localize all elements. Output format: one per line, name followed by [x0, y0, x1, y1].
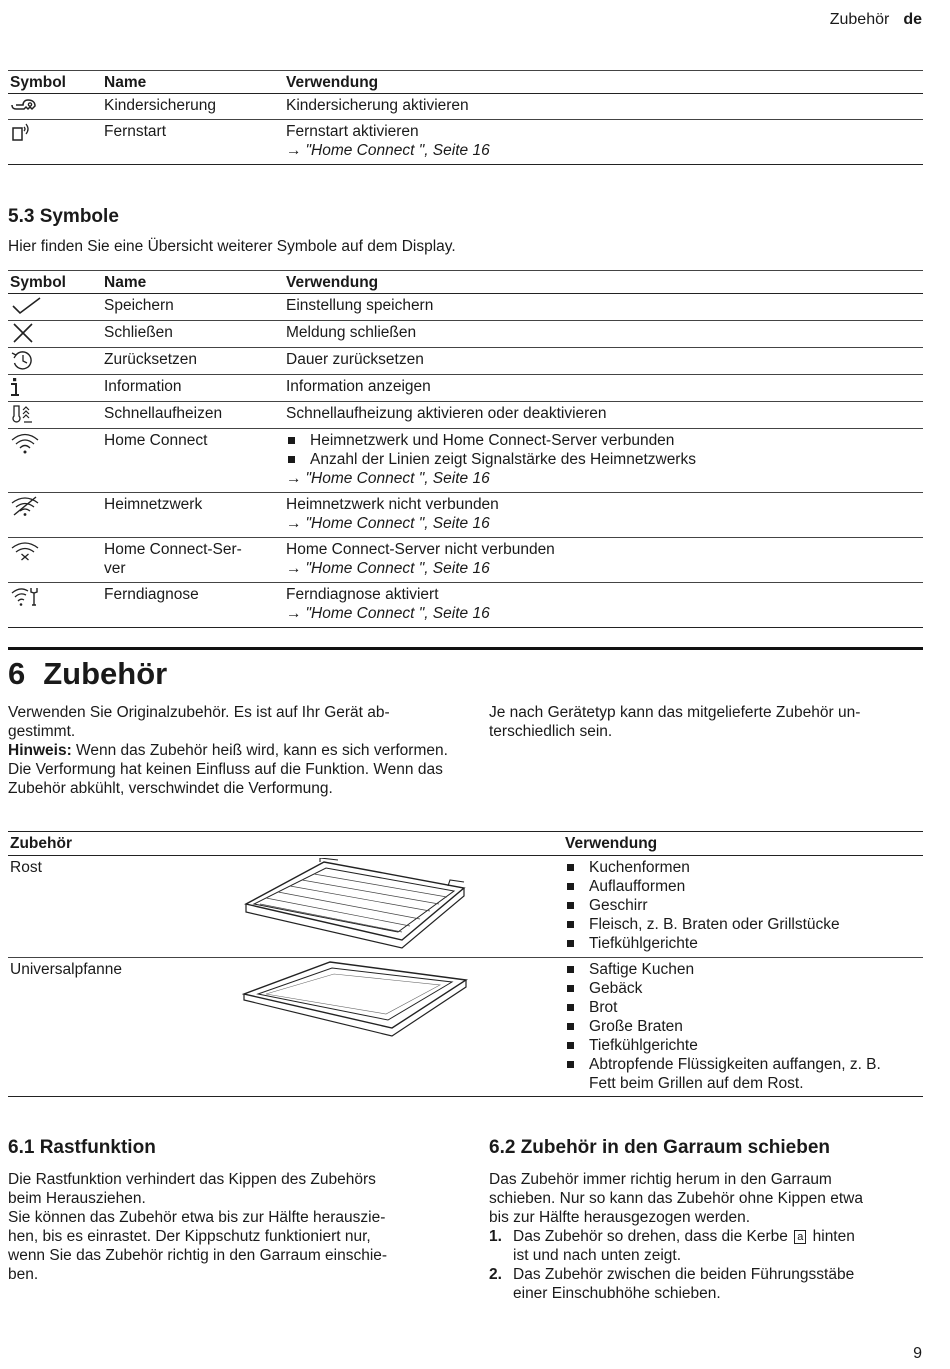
step-text: hinten ist und nach unten zeigt.: [513, 1228, 855, 1264]
wire-rack-image: [232, 856, 563, 958]
accessories-table: [8, 831, 923, 1097]
col-header-accessory: Zubehör: [8, 832, 232, 856]
section-6-2-body: [489, 1170, 921, 1303]
list-item: Geschirr: [565, 896, 921, 915]
page-reference-link[interactable]: [286, 469, 921, 488]
note-paragraph: [8, 741, 448, 798]
notch-marker: a: [794, 1230, 806, 1244]
close-x-icon: [10, 323, 98, 343]
step-text: Das Zubehör so drehen, dass die Kerbe: [513, 1228, 788, 1245]
row-name: Heimnetzwerk: [100, 493, 284, 538]
steps-list: [489, 1227, 921, 1303]
list-item: [489, 1227, 921, 1265]
child-lock-key-icon: [10, 96, 98, 114]
paragraph: Das Zubehör immer richtig herum in den Garraum schieben. Nur so kann das Zubehör ohne Kippen etwa bis zur Hälfte herausgezogen werden.: [489, 1171, 863, 1226]
table-row: [8, 120, 923, 165]
section-heading-6-1: 6.1 Rastfunktion: [8, 1137, 156, 1158]
table-row: [8, 94, 923, 120]
info-icon: [10, 377, 98, 397]
chapter-left-column: [8, 703, 448, 798]
col-header-name: Name: [100, 71, 284, 94]
usage-list: [565, 858, 921, 953]
reference-text: "Home Connect ", Seite 16: [305, 605, 490, 622]
wifi-wrench-icon: [10, 585, 98, 607]
universal-pan-icon: [242, 960, 482, 1040]
arrow-right-icon: →: [286, 560, 302, 577]
table-row: [8, 321, 923, 348]
row-name: Ferndiagnose: [100, 583, 284, 628]
table-row: [8, 856, 923, 958]
list-item: Tiefkühlgerichte: [565, 1036, 921, 1055]
universal-pan-image: [232, 958, 563, 1097]
table-row: [8, 402, 923, 429]
arrow-right-icon: →: [286, 515, 302, 532]
wifi-crossed-icon: [10, 495, 98, 517]
page-reference-link[interactable]: [286, 141, 921, 160]
intro-paragraph: Verwenden Sie Originalzubehör. Es ist auf Ihr Gerät ab- gestimmt.: [8, 704, 390, 740]
note-label: Hinweis:: [8, 742, 72, 759]
remote-start-icon: [10, 122, 98, 142]
row-name: Home Connect: [100, 429, 284, 493]
wire-rack-icon: [242, 858, 482, 950]
list-item: Gebäck: [565, 979, 921, 998]
row-usage: Kindersicherung aktivieren: [284, 94, 923, 120]
bullet-list: [286, 431, 921, 469]
list-item: Große Braten: [565, 1017, 921, 1036]
reference-text: "Home Connect ", Seite 16: [305, 515, 490, 532]
row-usage: Meldung schließen: [284, 321, 923, 348]
page-reference-link[interactable]: [286, 514, 921, 533]
symbol-table-top: [8, 70, 923, 165]
header-section-title: Zubehör: [829, 11, 890, 28]
col-header-usage: Verwendung: [284, 271, 923, 294]
table-row: [8, 538, 923, 583]
row-usage: Home Connect-Server nicht verbunden: [286, 541, 555, 558]
chapter-number: 6: [8, 656, 26, 691]
accessory-name: Rost: [8, 856, 232, 958]
row-usage: Dauer zurücksetzen: [284, 348, 923, 375]
running-header: [830, 10, 922, 29]
table-row: [8, 583, 923, 628]
section-6-1-body: [8, 1170, 448, 1284]
list-item: Heimnetzwerk und Home Connect-Server verbunden: [286, 431, 921, 450]
list-item: Kuchenformen: [565, 858, 921, 877]
step-number: 1.: [489, 1228, 502, 1245]
list-item: Abtropfende Flüssigkeiten auffangen, z. B. Fett beim Grillen auf dem Rost.: [565, 1055, 921, 1093]
col-header-symbol: Symbol: [8, 271, 100, 294]
reset-timer-icon: [10, 350, 98, 370]
row-name: Kindersicherung: [100, 94, 284, 120]
row-usage: Fernstart aktivieren: [286, 123, 419, 140]
section-intro: Hier finden Sie eine Übersicht weiterer Symbole auf dem Display.: [8, 238, 456, 255]
list-item: Saftige Kuchen: [565, 960, 921, 979]
table-row: [8, 429, 923, 493]
list-item: [489, 1265, 921, 1303]
col-header-symbol: Symbol: [8, 71, 100, 94]
row-usage: Information anzeigen: [284, 375, 923, 402]
chapter-title: [8, 656, 167, 692]
paragraph: Sie können das Zubehör etwa bis zur Hälfte herauszie- hen, bis es einrastet. Der Kippschutz funktioniert nur, wenn Sie das Zubehör richtig in den Garraum einschie- ben.: [8, 1209, 388, 1283]
paragraph: Die Rastfunktion verhindert das Kippen des Zubehörs beim Herausziehen.: [8, 1171, 376, 1207]
row-name: Speichern: [100, 294, 284, 321]
row-name: Schnellaufheizen: [100, 402, 284, 429]
list-item: Anzahl der Linien zeigt Signalstärke des Heimnetzwerks: [286, 450, 921, 469]
arrow-right-icon: →: [286, 605, 302, 622]
list-item: Auflaufformen: [565, 877, 921, 896]
note-text: Wenn das Zubehör heiß wird, kann es sich verformen. Die Verformung hat keinen Einfluss auf die Funktion. Wenn das Zubehör abkühlt, verschwindet die Verformung.: [8, 742, 448, 797]
row-name: Schließen: [100, 321, 284, 348]
col-header-usage: Verwendung: [563, 832, 923, 856]
section-heading-6-2: 6.2 Zubehör in den Garraum schieben: [489, 1137, 831, 1158]
row-usage: Schnellaufheizung aktivieren oder deaktivieren: [284, 402, 923, 429]
col-header-usage: Verwendung: [284, 71, 923, 94]
accessory-name: Universalpfanne: [8, 958, 232, 1097]
table-row: [8, 294, 923, 321]
table-row: [8, 348, 923, 375]
rapid-heat-thermometer-icon: [10, 404, 98, 424]
row-name: Home Connect-Ser- ver: [100, 538, 284, 583]
col-header-name: Name: [100, 271, 284, 294]
chapter-title-text: Zubehör: [43, 656, 168, 691]
checkmark-icon: [10, 296, 98, 316]
row-name: Information: [100, 375, 284, 402]
wifi-server-x-icon: [10, 540, 98, 562]
list-item: Tiefkühlgerichte: [565, 934, 921, 953]
table-row: [8, 493, 923, 538]
page-reference-link[interactable]: [286, 559, 921, 578]
step-number: 2.: [489, 1266, 502, 1283]
reference-text: "Home Connect ", Seite 16: [305, 142, 490, 159]
reference-text: "Home Connect ", Seite 16: [305, 470, 490, 487]
arrow-right-icon: →: [286, 470, 302, 487]
usage-list: [565, 960, 921, 1093]
row-name: Fernstart: [100, 120, 284, 165]
wifi-icon: [10, 431, 98, 455]
chapter-rule: [8, 647, 923, 650]
symbol-table: [8, 270, 923, 628]
table-row: [8, 375, 923, 402]
page-number: 9: [913, 1345, 922, 1362]
reference-text: "Home Connect ", Seite 16: [305, 560, 490, 577]
chapter-right-paragraph: Je nach Gerätetyp kann das mitgelieferte Zubehör un- terschiedlich sein.: [489, 704, 861, 740]
row-usage: Ferndiagnose aktiviert: [286, 586, 439, 603]
row-name: Zurücksetzen: [100, 348, 284, 375]
step-text: Das Zubehör zwischen die beiden Führungsstäbe einer Einschubhöhe schieben.: [513, 1266, 855, 1302]
list-item: Fleisch, z. B. Braten oder Grillstücke: [565, 915, 921, 934]
list-item: Brot: [565, 998, 921, 1017]
table-row: [8, 958, 923, 1097]
row-usage: Heimnetzwerk nicht verbunden: [286, 496, 499, 513]
page-reference-link[interactable]: [286, 604, 921, 623]
header-language: de: [903, 11, 922, 28]
arrow-right-icon: →: [286, 142, 302, 159]
row-usage: Einstellung speichern: [284, 294, 923, 321]
section-heading-5-3: 5.3 Symbole: [8, 206, 119, 227]
